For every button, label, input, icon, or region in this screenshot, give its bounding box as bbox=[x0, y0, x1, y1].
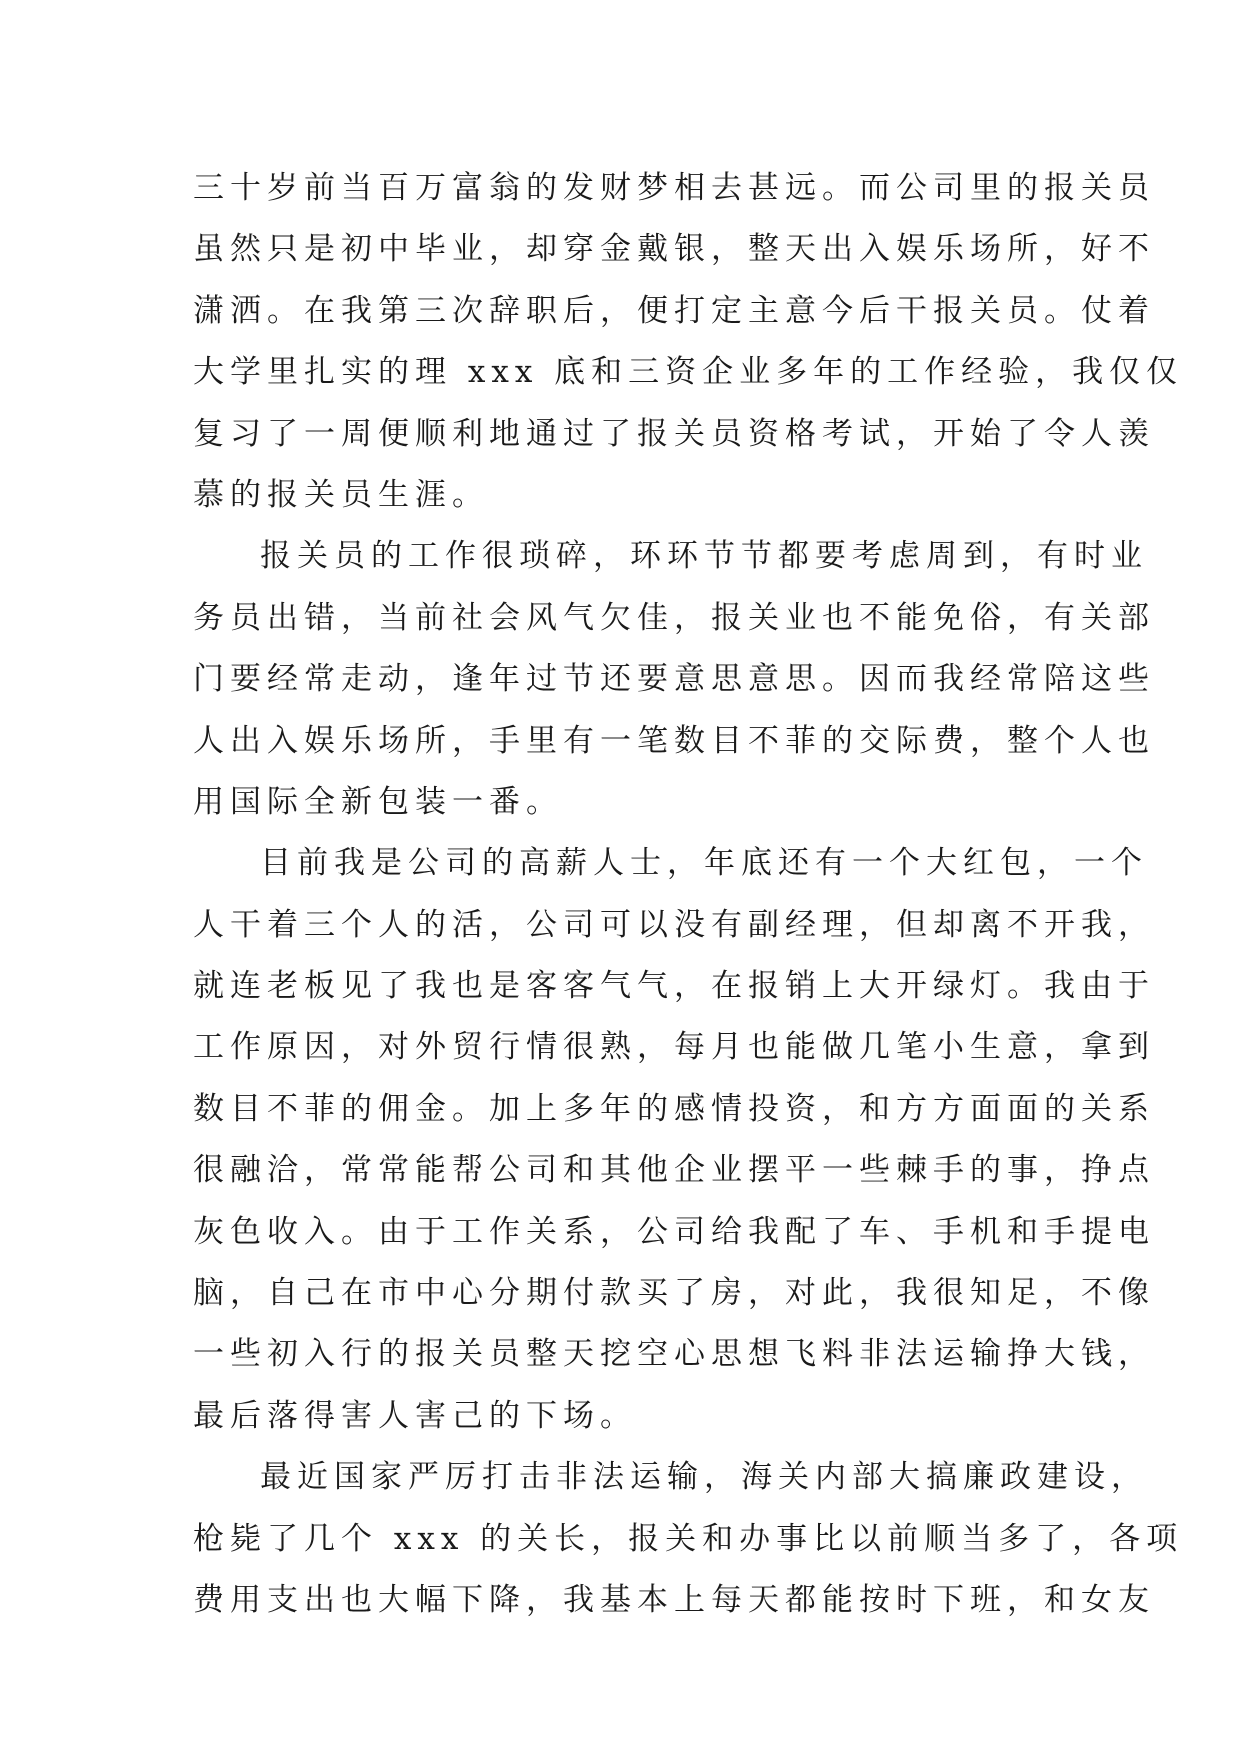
paragraph-first-line: 报关员的工作很琐碎，环环节节都要考虑周到，有时业 bbox=[260, 538, 1148, 575]
text-line: 费用支出也大幅下降，我基本上每天都能按时下班，和女友 bbox=[193, 1581, 1155, 1618]
text-line: 数目不菲的佣金。加上多年的感情投资，和方方面面的关系 bbox=[193, 1090, 1155, 1127]
text-line: 大学里扎实的理 xxx 底和三资企业多年的工作经验，我仅仅 bbox=[193, 354, 1184, 391]
text-line: 很融洽，常常能帮公司和其他企业摆平一些棘手的事，挣点 bbox=[193, 1152, 1155, 1189]
text-line: 务员出错，当前社会风气欠佳，报关业也不能免俗，有关部 bbox=[193, 599, 1155, 636]
text-line: 复习了一周便顺利地通过了报关员资格考试，开始了令人羡 bbox=[193, 415, 1155, 452]
text-line: 虽然只是初中毕业，却穿金戴银，整天出入娱乐场所，好不 bbox=[193, 231, 1155, 268]
text-line: 门要经常走动，逢年过节还要意思意思。因而我经常陪这些 bbox=[193, 661, 1155, 698]
document-body bbox=[193, 158, 1184, 1631]
paragraph-first-line: 最近国家严厉打击非法运输，海关内部大搞廉政建设， bbox=[260, 1459, 1148, 1496]
text-line: 三十岁前当百万富翁的发财梦相去甚远。而公司里的报关员 bbox=[193, 170, 1155, 206]
text-line: 人干着三个人的活，公司可以没有副经理，但却离不开我， bbox=[193, 906, 1155, 943]
text-line: 工作原因，对外贸行情很熟，每月也能做几笔小生意，拿到 bbox=[193, 1029, 1155, 1066]
text-line: 脑，自己在市中心分期付款买了房，对此，我很知足，不像 bbox=[193, 1275, 1155, 1312]
text-line: 慕的报关员生涯。 bbox=[193, 476, 489, 513]
paragraph-first-line: 目前我是公司的高薪人士，年底还有一个大红包，一个 bbox=[260, 845, 1148, 882]
text-line: 人出入娱乐场所，手里有一笔数目不菲的交际费，整个人也 bbox=[193, 722, 1155, 759]
text-line: 灰色收入。由于工作关系，公司给我配了车、手机和手提电 bbox=[193, 1213, 1155, 1250]
text-line: 最后落得害人害己的下场。 bbox=[193, 1397, 637, 1434]
text-line: 用国际全新包装一番。 bbox=[193, 783, 563, 820]
text-line: 就连老板见了我也是客客气气，在报销上大开绿灯。我由于 bbox=[193, 968, 1155, 1005]
text-line: 一些初入行的报关员整天挖空心思想飞料非法运输挣大钱， bbox=[193, 1336, 1155, 1373]
text-line: 潇洒。在我第三次辞职后，便打定主意今后干报关员。仗着 bbox=[193, 292, 1155, 329]
text-line: 枪毙了几个 xxx 的关长，报关和办事比以前顺当多了，各项 bbox=[193, 1520, 1184, 1557]
